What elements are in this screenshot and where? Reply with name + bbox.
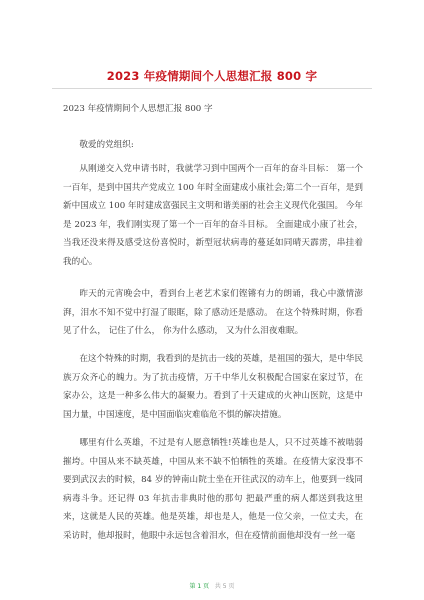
document-subtitle: 2023 年疫情期间个人思想汇报 800 字 bbox=[63, 104, 213, 114]
current-page-label: 第 1 页 bbox=[189, 583, 210, 590]
total-pages-label: 共 5 页 bbox=[214, 583, 235, 590]
document-title: 2023 年疫情期间个人思想汇报 800 字 bbox=[106, 69, 318, 83]
paragraph-4: 哪里有什么英雄，不过是有人愿意牺牲!英雄也是人，只不过英雄不被啮弱摧垮。中国从来不缺英雄，中国从来不缺不怕牺牲的英雄。在疫情大家没事不要到武汉去的时候，84 岁的钟南山院士坐在开往武汉的动车上，他要到一线同病毒斗争。还记得 03 年抗击非典时他的那句 把最严重的病人都送到我这里来，这就是人民的英雄。他是英雄，却也是人，他是一位父亲，一位丈夫，在采访时，他却报时，他眼中永远包含着泪水，但在疫情前面他却没有一丝一毫 bbox=[63, 438, 363, 541]
page-footer bbox=[0, 581, 424, 590]
title-divider bbox=[52, 88, 372, 89]
paragraph-3: 在这个特殊的时期，我看到的是抗击一线的英雄，是祖国的强大，是中华民族万众齐心的魄力。为了抗击疫情，万千中华儿女积极配合国家在家过节，在家办公，这是一种多么伟大的凝聚力。看到了十天建成的火神山医院，这是中国力量，中国速度，是中国面临灾难临危不惧的解决措施。 bbox=[63, 354, 363, 420]
paragraph-2: 昨天的元宵晚会中，看到台上老艺术家们铿锵有力的朗诵，我心中激情澎湃，泪水不知不觉中打湿了眼眶，除了感动还是感动。 在这个特殊时期，你看见了什么， 记住了什么， 你为什么感动， 又为什么泪夜难眠。 bbox=[63, 289, 363, 336]
paragraph-1: 从刚递交入党申请书时，我就学习到中国两个一百年的奋斗目标： 第一个一百年，是到中国共产党成立 100 年时全面建成小康社会;第二个一百年，是到新中国成立 100 年时建成富强民主文明和谐美丽的社会主义现代化强国。 今年是 2023 年，我们刚实现了第一个一百年的奋斗目标。 全面建成小康了社会，当我还没来得及感受这份喜悦时，新型冠状病毒的蔓延如同晴天霹雳，串挂着我的心。 bbox=[63, 164, 363, 267]
salutation: 敬爱的党组织: bbox=[79, 140, 134, 150]
